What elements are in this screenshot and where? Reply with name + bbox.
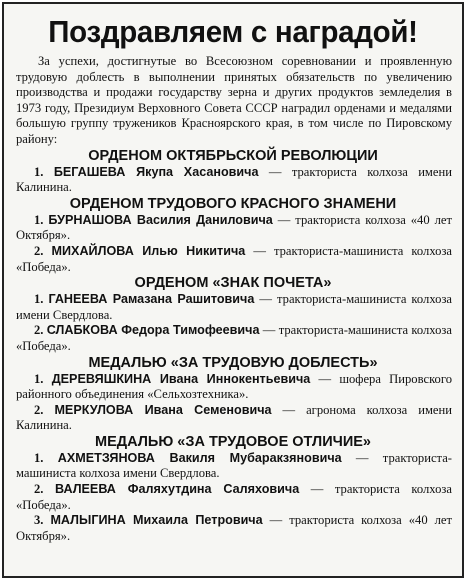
section-heading: ОРДЕНОМ ТРУДОВОГО КРАСНОГО ЗНАМЕНИ — [69, 195, 397, 212]
award-section-2 — [4, 196, 462, 275]
award-section-1 — [4, 148, 462, 196]
entry-number: 1. — [34, 164, 44, 179]
award-section-4 — [4, 355, 462, 434]
entry-number: 1. — [34, 371, 44, 386]
newspaper-clipping — [2, 2, 464, 578]
section-heading: МЕДАЛЬЮ «ЗА ТРУДОВУЮ ДОБЛЕСТЬ» — [88, 354, 378, 371]
intro-paragraph — [4, 54, 462, 148]
award-entry — [4, 403, 462, 434]
entry-description: — тракториста-машиниста колхоза «Победа». — [16, 243, 453, 274]
intro-text: За успехи, достигнутые во Всесоюзном соревновании и проявленную трудовую доблесть в выполнении принятых обязательств по увеличению производства и продажи государству зерна и других продуктов земледелия в 1973 году, Президиум Верховного Совета СССР наградил орденами и медалями большую группу тружеников Красноярского края, в том числе по Пировскому району: — [16, 54, 452, 146]
entry-description: — тракториста колхоза «40 лет Октября». — [16, 513, 452, 543]
entry-number: 1. — [34, 212, 44, 227]
entry-description: — тракториста колхоза «Победа». — [16, 482, 452, 512]
award-entry — [4, 372, 462, 403]
headline: Поздравляем с наградой! — [48, 14, 418, 49]
entry-name: МИХАЙЛОВА Илью Никитича — [51, 243, 246, 258]
entry-name: ГАНЕЕВА Рамазана Рашитовича — [48, 292, 255, 307]
entry-name: ДЕРЕВЯШКИНА Ивана Иннокентьевича — [51, 371, 311, 386]
section-heading: МЕДАЛЬЮ «ЗА ТРУДОВОЕ ОТЛИЧИЕ» — [95, 433, 371, 450]
entry-description: — агронома колхоза имени Калинина. — [16, 402, 452, 433]
award-entry — [4, 513, 462, 544]
entry-name: АХМЕТЗЯНОВА Вакиля Мубаракзяновича — [57, 450, 342, 465]
award-entry — [4, 165, 462, 196]
entry-name: МАЛЫГИНА Михаила Петровича — [50, 513, 263, 528]
entry-name: ВАЛЕЕВА Фаляхутдина Саляховича — [54, 482, 300, 497]
award-entry — [4, 292, 462, 323]
award-entry — [4, 323, 462, 354]
entry-number: 1. — [34, 292, 44, 307]
entry-number: 2. — [34, 482, 44, 497]
award-entry — [4, 244, 462, 275]
entry-name: МЕРКУЛОВА Ивана Семеновича — [54, 402, 272, 417]
section-heading: ОРДЕНОМ «ЗНАК ПОЧЕТА» — [134, 275, 332, 292]
entry-number: 3. — [34, 513, 44, 528]
entry-number: 2. — [34, 323, 44, 338]
entry-name: СЛАБКОВА Федора Тимофеевича — [46, 323, 260, 338]
entry-number: 1. — [34, 450, 44, 465]
section-heading: ОРДЕНОМ ОКТЯБРЬСКОЙ РЕВОЛЮЦИИ — [88, 147, 378, 164]
entry-name: БЕГАШЕВА Якупа Хасановича — [53, 164, 259, 179]
award-entry — [4, 451, 462, 482]
entry-description: — тракториста-машиниста колхоза имени Свердлова. — [16, 450, 452, 481]
award-section-3 — [4, 275, 462, 354]
entry-description: — тракториста-машиниста колхоза «Победа». — [16, 323, 452, 353]
award-entry — [4, 482, 462, 513]
entry-description: — тракториста колхоза имени Калинина. — [16, 164, 452, 195]
entry-number: 2. — [34, 402, 44, 417]
award-section-5 — [4, 434, 462, 545]
entry-description: — шофера Пировского районного объединения «Сельхозтехника». — [16, 371, 452, 402]
entry-number: 2. — [34, 243, 44, 258]
award-entry — [4, 213, 462, 244]
entry-name: БУРНАШОВА Василия Даниловича — [48, 212, 273, 227]
entry-description: — тракториста колхоза «40 лет Октября». — [16, 212, 452, 243]
entry-description: — тракториста-машиниста колхоза имени Свердлова. — [16, 292, 453, 322]
